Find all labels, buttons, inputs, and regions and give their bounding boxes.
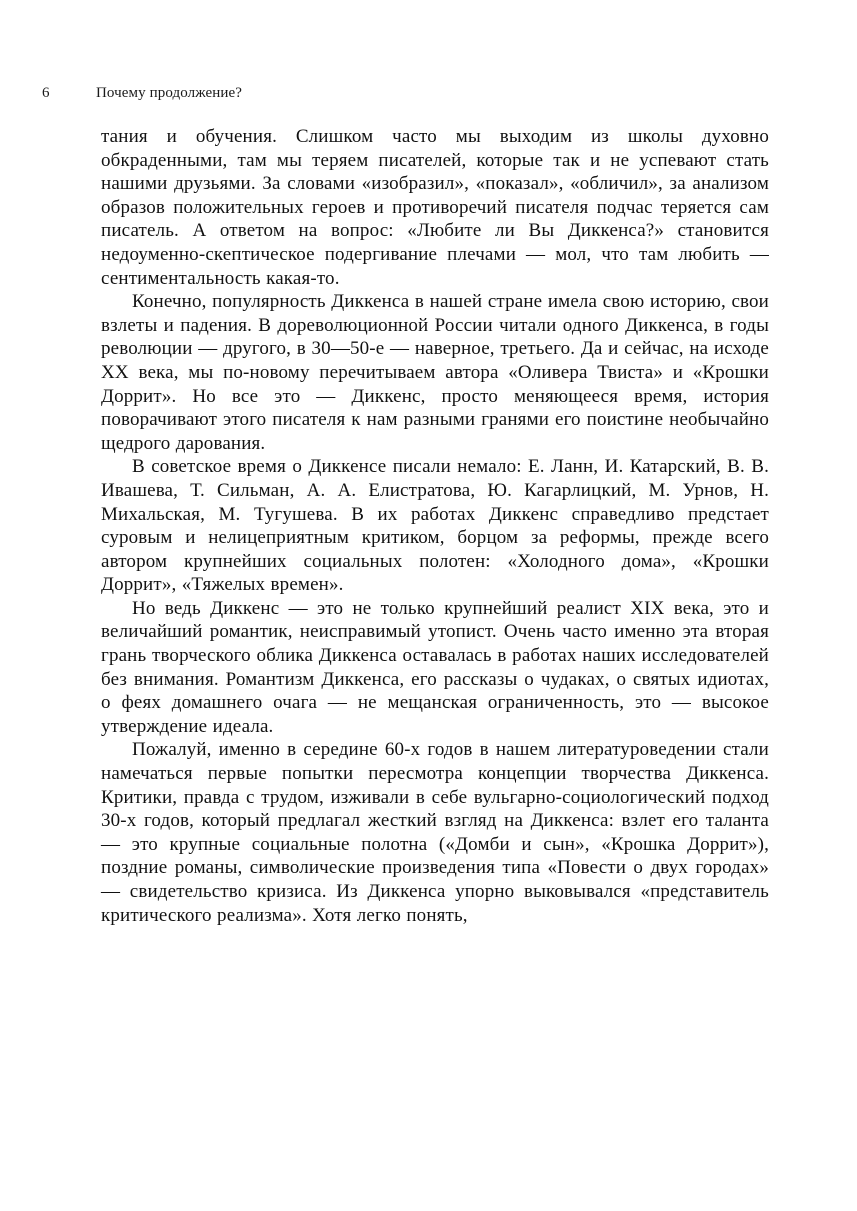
running-title: Почему продолжение?: [96, 85, 242, 101]
paragraph: Пожалуй, именно в середине 60-х годов в нашем литературоведении стали намечаться первые попытки пересмотра концепции творчества Диккенса. Критики, правда с трудом, изживали в себе вульгарно-социологический подход 30-х годов, который предлагал жесткий взгляд на Диккенса: взлет его таланта — это крупные социальные полотна («Домби и сын», «Крошка Доррит»), поздние романы, символические произведения типа «Повести о двух городах» — свидетельство кризиса. Из Диккенса упорно выковывался «представитель критического реализма». Хотя легко понять,: [101, 739, 769, 926]
paragraph: Конечно, популярность Диккенса в нашей стране имела свою историю, свои взлеты и падения. В дореволюционной России читали одного Диккенса, в годы революции — другого, в 30—50-е — наверное, третьего. Да и сейчас, на исходе XX века, мы по-новому перечитываем автора «Оливера Твиста» и «Крошки Доррит». Но все это — Диккенс, просто меняющееся время, история поворачивают этого писателя к нам разными гранями его поистине необычайно щедрого дарования.: [101, 291, 769, 454]
paragraph: В советское время о Диккенсе писали немало: Е. Ланн, И. Катарский, В. В. Ивашева, Т. Сильман, А. А. Елистратова, Ю. Кагарлицкий, М. Урнов, Н. Михальская, М. Тугушева. В их работах Диккенс справедливо предстает суровым и нелицеприятным критиком, борцом за реформы, прежде всего автором крупнейших социальных полотен: «Холодного дома», «Крошки Доррит», «Тяжелых времен».: [101, 456, 769, 596]
paragraph-continued: тания и обучения. Слишком часто мы выходим из школы духовно обкраденными, там мы теряем писателей, которые так и не успевают стать нашими друзьями. За словами «изобразил», «показал», «обличил», за анализом образов положительных героев и противоречий писателя подчас теряется сам писатель. А ответом на вопрос: «Любите ли Вы Диккенса?» становится недоуменно-скептическое подергивание плечами — мол, что там любить — сентиментальность какая-то.: [101, 126, 769, 289]
page-number: 6: [42, 85, 50, 101]
paragraph: Но ведь Диккенс — это не только крупнейший реалист XIX века, это и величайший романтик, неисправимый утопист. Очень часто именно эта вторая грань творческого облика Диккенса оставалась в работах наших исследователей без внимания. Романтизм Диккенса, его рассказы о чудаках, о святых идиотах, о феях домашнего очага — не мещанская ограниченность, это — высокое утверждение идеала.: [101, 597, 769, 737]
body-text: [101, 125, 769, 927]
